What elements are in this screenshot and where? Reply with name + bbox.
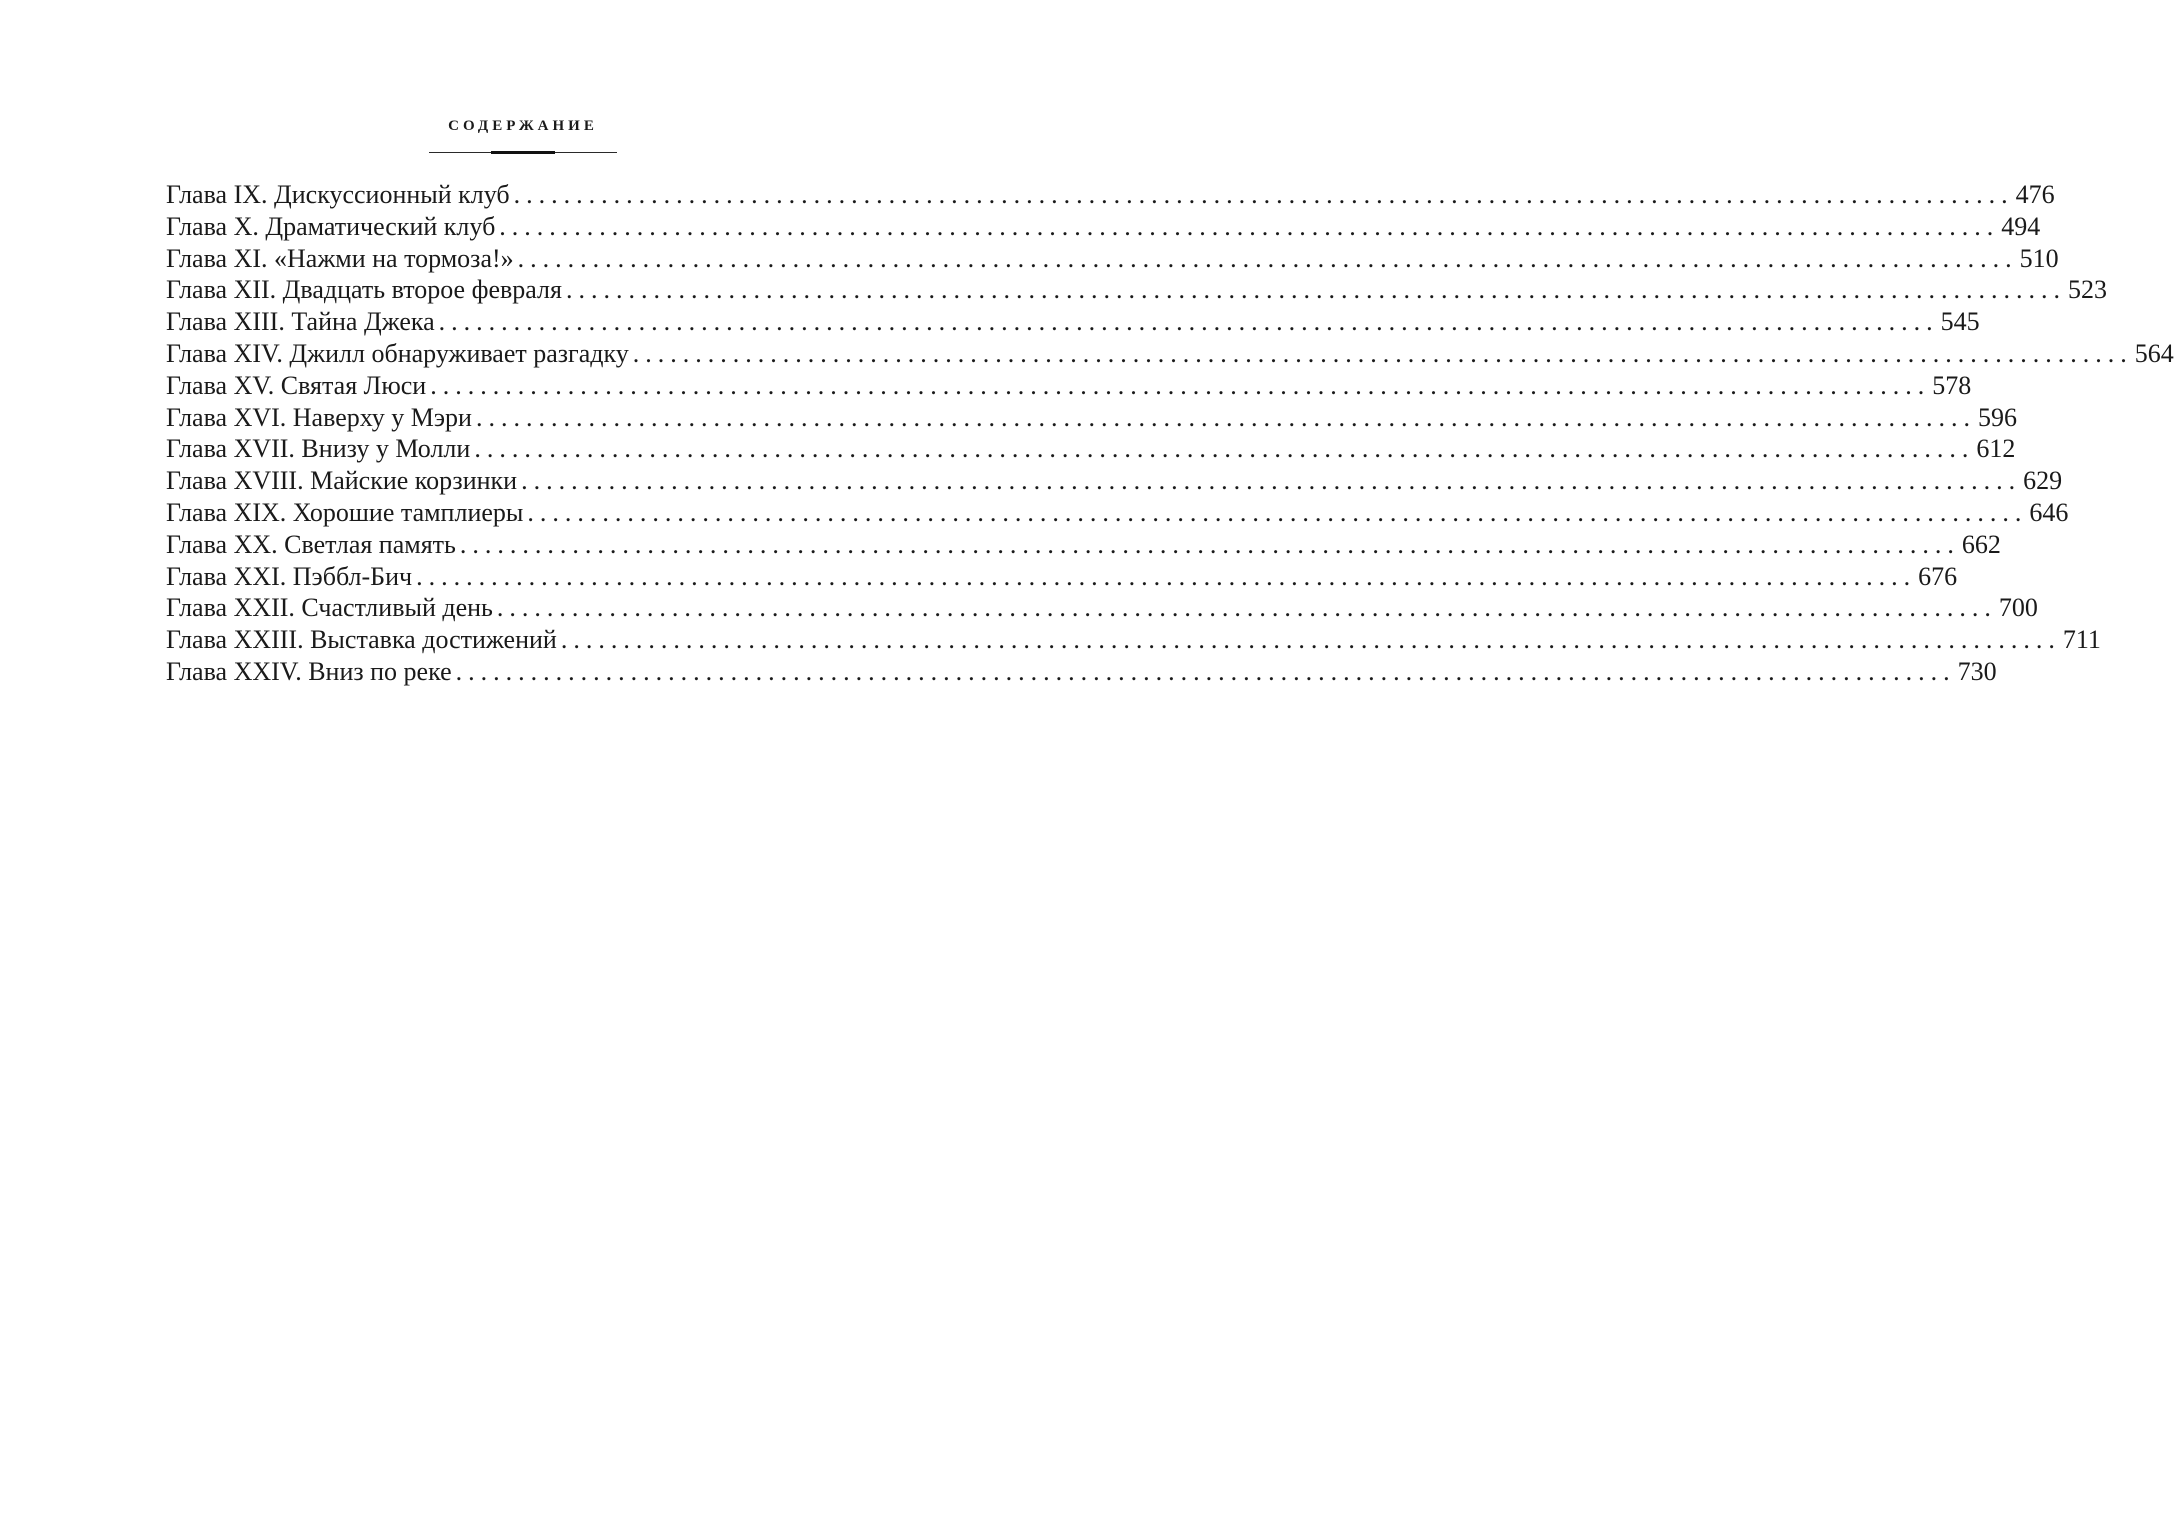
toc-leader-dots: ........................................................................................................................ <box>430 370 1931 400</box>
toc-entry-title: Глава XI. «Нажми на тормоза!» <box>166 243 514 273</box>
toc-entry-title: Глава XXIV. Вниз по реке <box>166 656 452 686</box>
toc-entry <box>166 211 2041 243</box>
toc-entry <box>166 338 2174 370</box>
toc-entry-page: 494 <box>2001 211 2041 241</box>
toc-entry-page: 730 <box>1957 656 1997 686</box>
toc-entry-title: Глава IX. Дискуссионный клуб <box>166 180 510 209</box>
page-heading: СОДЕРЖАНИЕ <box>448 118 598 134</box>
toc-entry <box>166 243 2059 275</box>
toc-entry-page: 523 <box>2067 275 2107 305</box>
toc-leader-dots: ........................................................................................................................ <box>517 243 2018 273</box>
toc-entry-page: 700 <box>1998 593 2038 623</box>
toc-leader-dots: ........................................................................................................................ <box>455 656 1956 686</box>
toc-entry <box>166 433 2016 465</box>
toc-entry-page: 711 <box>2062 625 2101 655</box>
toc-entry-page: 545 <box>1940 307 1980 337</box>
toc-leader-dots: ........................................................................................................................ <box>499 211 2000 241</box>
toc-entry <box>166 497 2069 529</box>
toc-entry-title: Глава XIX. Хорошие тамплиеры <box>166 497 524 527</box>
toc-leader-dots: ........................................................................................................................ <box>459 529 1960 559</box>
toc-leader-dots: ........................................................................................................................ <box>632 338 2133 368</box>
toc-entry-title: Глава XIII. Тайна Джека <box>166 307 435 337</box>
toc-entry <box>166 179 2055 211</box>
toc-leader-dots: ........................................................................................................................ <box>527 497 2028 527</box>
toc-entry-page: 676 <box>1918 561 1958 591</box>
toc-entry-title: Глава X. Драматический клуб <box>166 211 496 241</box>
table-of-contents <box>166 179 2174 688</box>
toc-entry-title: Глава XV. Святая Люси <box>166 370 427 400</box>
toc-entry-title: Глава XIV. Джилл обнаруживает разгадку <box>166 338 629 368</box>
toc-entry-page: 646 <box>2029 497 2069 527</box>
toc-leader-dots: ........................................................................................................................ <box>521 466 2022 496</box>
toc-entry <box>166 592 2038 624</box>
toc-entry-page: 564 <box>2134 338 2174 368</box>
toc-entry-page: 578 <box>1932 370 1972 400</box>
toc-entry-page: 596 <box>1977 402 2017 432</box>
toc-leader-dots: ........................................................................................................................ <box>513 180 2014 209</box>
toc-entry-page: 629 <box>2023 466 2063 496</box>
toc-entry-title: Глава XVIII. Майские корзинки <box>166 466 518 496</box>
toc-leader-dots: ........................................................................................................................ <box>475 402 1976 432</box>
toc-leader-dots: ........................................................................................................................ <box>416 561 1917 591</box>
toc-leader-dots: ........................................................................................................................ <box>496 593 1997 623</box>
toc-entry-title: Глава XX. Светлая память <box>166 529 456 559</box>
toc-entry-title: Глава XVII. Внизу у Молли <box>166 434 471 464</box>
toc-entry <box>166 402 2017 434</box>
toc-entry <box>166 529 2001 561</box>
toc-entry-page: 662 <box>1961 529 2001 559</box>
toc-entry-title: Глава XXI. Пэббл-Бич <box>166 561 413 591</box>
toc-entry <box>166 274 2107 306</box>
toc-entry <box>166 624 2101 656</box>
toc-entry <box>166 370 1972 402</box>
toc-entry <box>166 306 1980 338</box>
toc-entry-title: Глава XII. Двадцать второе февраля <box>166 275 562 305</box>
toc-entry-title: Глава XXII. Счастливый день <box>166 593 493 623</box>
toc-entry-page: 612 <box>1976 434 2016 464</box>
heading-rule-accent <box>491 151 555 154</box>
toc-entry <box>166 465 2063 497</box>
toc-entry <box>166 561 1958 593</box>
toc-leader-dots: ........................................................................................................................ <box>565 275 2066 305</box>
toc-leader-dots: ........................................................................................................................ <box>560 625 2061 655</box>
toc-entry-page: 510 <box>2019 243 2059 273</box>
toc-entry-page: 476 <box>2015 180 2055 209</box>
toc-leader-dots: ........................................................................................................................ <box>438 307 1939 337</box>
toc-entry <box>166 656 1997 688</box>
toc-entry-title: Глава XXIII. Выставка достижений <box>166 625 557 655</box>
toc-entry-title: Глава XVI. Наверху у Мэри <box>166 402 472 432</box>
toc-leader-dots: ........................................................................................................................ <box>474 434 1975 464</box>
